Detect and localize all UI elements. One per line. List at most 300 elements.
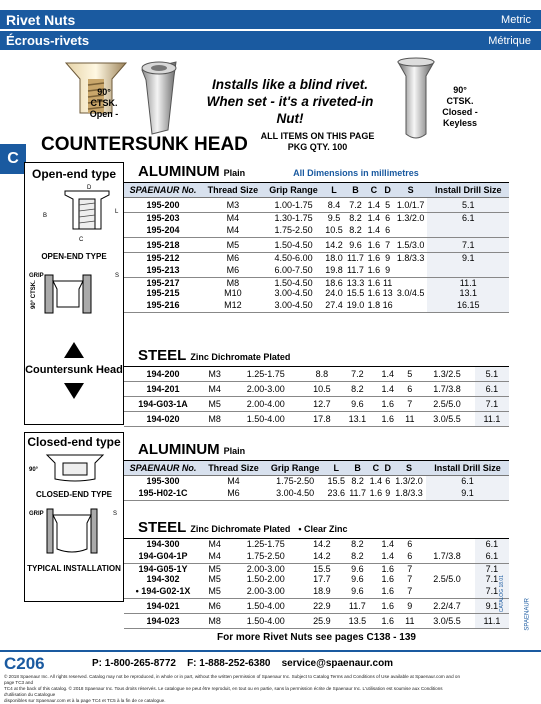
table-cell: 194-200	[124, 367, 202, 382]
table-cell: 19.8	[323, 263, 344, 278]
open-end-panel	[24, 162, 124, 425]
table-cell: 25.9	[304, 614, 339, 629]
system-label: Metric	[501, 14, 531, 26]
dim-b-label: B	[43, 213, 48, 219]
table-cell: 1.6	[367, 253, 381, 263]
table-cell: 13.1	[340, 412, 375, 427]
table-cell: 17.8	[304, 412, 339, 427]
caption-line: Keyless	[442, 118, 478, 128]
table-cell: 1.6	[375, 599, 400, 614]
table-cell: M5	[208, 564, 221, 574]
caption-line: 90°	[453, 85, 467, 95]
table-row[interactable]	[124, 412, 509, 427]
table-cell: 7.1	[427, 238, 509, 253]
cs-head-label: Countersunk Head	[25, 364, 123, 376]
table-cell: 15.5	[313, 564, 331, 574]
open-steel-section	[124, 347, 509, 427]
table-cell: 195-216	[124, 298, 202, 313]
table-cell: 1.50-4.00	[227, 599, 304, 614]
table-cell: 194-021	[124, 599, 202, 614]
table-cell	[394, 263, 428, 278]
section-title	[124, 519, 509, 539]
table-cell: 7.1	[475, 564, 509, 575]
table-cell: 18.9	[304, 584, 339, 599]
table-cell: 195-218	[124, 238, 202, 253]
page-number: C206	[4, 654, 45, 673]
column-header: S	[392, 461, 426, 476]
table-cell: 7	[407, 564, 413, 574]
table-cell: 195-212	[146, 253, 180, 263]
table-cell: 18.6	[325, 278, 343, 288]
svg-text:L: L	[115, 209, 119, 215]
table-cell: 9.6	[340, 584, 375, 599]
banner-line1: Installs like a blind rivet.	[211, 77, 369, 92]
table-row[interactable]	[124, 198, 509, 213]
table-cell: 7.1	[475, 574, 509, 584]
table-cell: 3.0/5.5	[419, 614, 475, 629]
column-header: D	[382, 183, 394, 198]
table-cell: 1.50-4.50	[274, 278, 313, 288]
table-cell: 8.2	[340, 382, 375, 397]
material-name: ALUMINUM	[138, 163, 220, 180]
category-title-fr: Écrous-rivets	[6, 33, 90, 48]
table-cell: 1.7/3.8	[419, 382, 475, 397]
material-finish: Zinc Dichromate Plated	[190, 352, 291, 362]
table-cell	[419, 539, 475, 549]
table-cell: 7.2	[345, 198, 366, 213]
table-cell: M8	[202, 614, 227, 629]
column-header: B	[347, 461, 368, 476]
table-cell: M4	[202, 549, 227, 564]
table-cell: • 194-G02-1X	[124, 584, 202, 599]
table-cell: 1.6	[367, 288, 381, 298]
table-cell: M3	[202, 367, 227, 382]
table-cell: 194-G04-1P	[124, 549, 202, 564]
table-cell: 195-204	[124, 223, 202, 238]
table-cell: 195-203	[146, 213, 180, 223]
table-cell: 6	[382, 223, 394, 238]
caption-line: Open -	[89, 109, 119, 119]
table-cell: 1.25-1.75	[227, 367, 304, 382]
table-cell: 1.4	[375, 549, 400, 564]
table-cell: 9	[385, 253, 391, 263]
legal-text	[4, 674, 464, 704]
table-cell: 1.4	[369, 476, 383, 486]
table-cell	[427, 223, 509, 238]
table-cell: 6	[400, 549, 419, 564]
catalog-version: CATALOG 18.01	[499, 575, 505, 613]
table-cell: 27.4	[323, 298, 344, 313]
material-name: STEEL	[138, 519, 187, 536]
table-cell: 194-G03-1A	[124, 397, 202, 412]
table-cell: 5.1	[427, 198, 509, 213]
table-cell: 11.7	[340, 599, 375, 614]
side-brand: SPAENAUR	[525, 598, 531, 631]
column-header: C	[366, 183, 381, 198]
table-cell: 8.2	[351, 539, 364, 549]
table-cell: M5	[208, 574, 221, 584]
fax-number: F: 1-888-252-6380	[187, 658, 271, 669]
table-cell: 194-302	[146, 574, 180, 584]
table-cell: 17.7	[313, 574, 331, 584]
table-row[interactable]	[124, 288, 509, 298]
table-row[interactable]	[124, 223, 509, 238]
table-cell: 195-200	[124, 198, 202, 213]
open-end-type-label: OPEN-END TYPE	[41, 252, 107, 261]
svg-text:90°: 90°	[29, 467, 39, 473]
section-title	[124, 347, 509, 367]
table-cell: 13.5	[340, 614, 375, 629]
table-cell: 1.6	[381, 564, 394, 574]
table-cell: 22.9	[304, 599, 339, 614]
table-cell: 1.6	[366, 238, 381, 253]
arrow-up-icon	[64, 342, 84, 358]
table-cell: 13.1	[427, 288, 509, 298]
table-cell: 1.6	[381, 574, 394, 584]
banner	[192, 76, 388, 127]
system-label-fr: Métrique	[488, 35, 531, 47]
table-cell: M6	[202, 486, 265, 501]
table-cell: 195-217	[146, 278, 180, 288]
closed-caption	[438, 85, 482, 129]
table-cell: 9.6	[351, 574, 364, 584]
category-title: Rivet Nuts	[6, 12, 76, 28]
closed-steel-section	[124, 519, 509, 629]
table-cell: 7	[382, 238, 394, 253]
table-cell: 2.00-4.00	[227, 397, 304, 412]
table-cell: 1.3/2.0	[396, 213, 425, 223]
table-cell: M4	[202, 382, 227, 397]
table-cell: 11	[382, 278, 393, 288]
table-cell: M10	[224, 288, 242, 298]
table-cell: 1.00-1.75	[264, 198, 323, 213]
table-cell: 1.6	[367, 278, 381, 288]
caption-line: CTSK.	[446, 96, 474, 106]
svg-text:S: S	[113, 511, 118, 517]
table-cell: 9.6	[351, 564, 364, 574]
table-cell: 2.5/5.0	[419, 397, 475, 412]
open-end-title: Open-end type	[31, 167, 116, 181]
column-header: Grip Range	[265, 461, 325, 476]
table-cell: 5	[382, 198, 394, 213]
table-cell: M12	[202, 298, 264, 313]
table-cell: 195-215	[146, 288, 180, 298]
table-cell: M3	[202, 198, 264, 213]
open-end-install-diagram	[25, 267, 125, 317]
column-header: SPAENAUR No.	[124, 461, 202, 476]
column-header: L	[325, 461, 347, 476]
footer	[0, 650, 541, 703]
table-cell: M5	[202, 238, 264, 253]
table-cell: 194-020	[124, 412, 202, 427]
table-cell: 9	[384, 486, 392, 501]
table-cell: 12.7	[304, 397, 339, 412]
column-header: B	[345, 183, 366, 198]
phone-number[interactable]: P: 1-800-265-8772	[92, 658, 176, 669]
material-name: ALUMINUM	[138, 441, 220, 458]
table-cell: 1.4	[366, 198, 381, 213]
table-cell: 16	[382, 298, 394, 313]
table-cell	[419, 584, 475, 599]
svg-text:D: D	[87, 185, 92, 191]
table-cell: 11.1	[475, 614, 509, 629]
table-row[interactable]	[124, 599, 509, 614]
table-cell: 7	[400, 397, 419, 412]
table-row[interactable]	[124, 574, 509, 584]
open-aluminum-section	[124, 163, 509, 313]
notes-line2: PKG QTY. 100	[287, 142, 348, 152]
table-cell: 1.30-1.75	[274, 213, 313, 223]
table-cell: 6	[385, 213, 391, 223]
table-cell: 194-300	[146, 539, 180, 549]
table-cell: M5	[202, 397, 227, 412]
table-cell: 1.3/2.5	[419, 367, 475, 382]
table-cell: 11.1	[475, 412, 509, 427]
table-cell: M4	[208, 539, 221, 549]
table-cell	[394, 298, 428, 313]
table-row[interactable]	[124, 278, 509, 289]
table-cell: 194-023	[124, 614, 202, 629]
table-cell: 195-H02-1C	[124, 486, 202, 501]
table-cell: 10.5	[304, 382, 339, 397]
table-row[interactable]	[124, 397, 509, 412]
table-cell: 3.00-4.50	[274, 288, 313, 298]
table-cell: 5.1	[475, 367, 509, 382]
package-notes	[245, 131, 390, 153]
email-link[interactable]: service@spaenaur.com	[281, 658, 394, 669]
header-band	[0, 10, 541, 29]
table-cell: 18.0	[325, 253, 343, 263]
table-row[interactable]	[124, 263, 509, 278]
table-cell: 1.4	[375, 382, 400, 397]
table-cell: 11.7	[347, 253, 364, 263]
table-row[interactable]	[124, 539, 509, 549]
page-title: COUNTERSUNK HEAD	[41, 134, 248, 155]
table-cell: 1.6	[375, 412, 400, 427]
table-cell: 19.0	[345, 298, 366, 313]
table-cell: 1.5/3.0	[394, 238, 428, 253]
table-cell: 4.50-6.00	[274, 253, 313, 263]
typical-install-label: TYPICAL INSTALLATION	[27, 564, 121, 573]
header-band-fr	[0, 31, 541, 50]
table-cell: 7.1	[475, 584, 509, 599]
table-cell: 14.2	[313, 539, 331, 549]
svg-text:S: S	[115, 273, 120, 279]
table-cell: 8.8	[304, 367, 339, 382]
column-header: SPAENAUR No.	[124, 183, 202, 198]
table-cell: 6.00-7.50	[264, 263, 323, 278]
table-cell: 3.0/5.5	[419, 412, 475, 427]
table-cell: 6	[400, 382, 419, 397]
column-header: Install Drill Size	[426, 461, 509, 476]
section-tab[interactable]: C	[0, 144, 26, 174]
table-cell: 8.2	[349, 213, 362, 223]
caption-line: CTSK.	[90, 98, 118, 108]
table-row[interactable]	[124, 549, 509, 564]
closed-aluminum-section	[124, 441, 509, 501]
table-row[interactable]	[124, 476, 509, 487]
table-cell: 1.75-2.50	[264, 223, 323, 238]
closed-end-type-label: CLOSED-END TYPE	[35, 490, 112, 499]
table-cell: 1.8/3.3	[396, 253, 425, 263]
table-cell	[394, 278, 428, 289]
table-cell: 194-G05-1Y	[138, 564, 188, 574]
table-cell: 1.6	[375, 614, 400, 629]
table-cell: 1.50-2.00	[246, 574, 285, 584]
table-row[interactable]	[124, 367, 509, 382]
open-end-rivet-nut-image	[134, 58, 184, 138]
table-row[interactable]	[124, 486, 509, 501]
table-cell: 3.00-4.50	[265, 486, 325, 501]
table-cell: 16.15	[427, 298, 509, 313]
open-steel-table	[124, 367, 509, 427]
table-cell: 15.5	[346, 288, 365, 298]
column-header: C	[368, 461, 384, 476]
table-row[interactable]	[124, 382, 509, 397]
table-cell: 8.2	[345, 223, 366, 238]
caption-line: Closed -	[442, 107, 478, 117]
table-row[interactable]	[124, 584, 509, 599]
closed-aluminum-table	[124, 461, 509, 501]
material-finish: Plain	[223, 168, 246, 178]
table-cell: 1.4	[366, 223, 381, 238]
table-cell: 11	[400, 412, 419, 427]
column-header: S	[394, 183, 428, 198]
table-cell: 13.3	[346, 278, 365, 288]
table-cell: 7	[407, 574, 413, 584]
dimensions-note: All Dimensions in millimetres	[293, 168, 419, 178]
table-cell	[427, 263, 509, 278]
table-cell: 1.8	[366, 298, 381, 313]
table-cell: 11	[400, 614, 419, 629]
table-cell: 11.7	[347, 486, 368, 501]
table-cell: 13	[382, 288, 393, 298]
table-cell: 10.5	[323, 223, 344, 238]
table-cell: 24.0	[325, 288, 343, 298]
material-finish: Plain	[223, 446, 246, 456]
table-cell: 8.2	[340, 549, 375, 564]
table-cell: 1.6	[366, 263, 381, 278]
table-row[interactable]	[124, 564, 509, 575]
table-cell: 1.6	[375, 584, 400, 599]
table-cell: 195-300	[146, 476, 180, 486]
table-cell: 23.6	[325, 486, 347, 501]
column-header: L	[323, 183, 344, 198]
table-cell: 1.50-4.00	[227, 614, 304, 629]
table-cell: 1.4	[381, 539, 394, 549]
table-row[interactable]	[124, 298, 509, 313]
open-end-diagram	[25, 185, 125, 245]
table-header-row	[124, 183, 509, 198]
table-cell: 6.1	[475, 382, 509, 397]
table-cell: M6	[202, 599, 227, 614]
table-cell: 1.8/3.3	[392, 486, 426, 501]
table-cell: 7	[400, 584, 419, 599]
table-cell: 7.1	[475, 397, 509, 412]
table-cell: 194-201	[124, 382, 202, 397]
table-row[interactable]	[124, 213, 509, 224]
table-cell: 1.25-1.75	[246, 539, 285, 549]
table-cell: 1.50-4.00	[227, 412, 304, 427]
column-header: Thread Size	[202, 183, 264, 198]
material-name: STEEL	[138, 347, 187, 364]
open-aluminum-table	[124, 183, 509, 313]
table-cell: 3.00-4.50	[264, 298, 323, 313]
table-cell: 9.6	[340, 397, 375, 412]
table-cell: 2.2/4.7	[419, 599, 475, 614]
table-cell: M4	[202, 223, 264, 238]
table-cell: 1.50-4.50	[264, 238, 323, 253]
closed-end-title: Closed-end type	[27, 435, 121, 449]
more-pages-link[interactable]: For more Rivet Nuts see pages C138 - 139	[217, 632, 416, 643]
section-title	[124, 441, 509, 461]
table-cell: 1.6	[375, 397, 400, 412]
table-cell: 1.6	[368, 486, 384, 501]
material-finish: Zinc Dichromate Plated	[190, 524, 291, 534]
open-caption	[84, 87, 124, 120]
table-row[interactable]	[124, 238, 509, 253]
table-cell: 14.2	[323, 238, 344, 253]
table-row[interactable]	[124, 614, 509, 629]
table-cell: M8	[226, 278, 240, 288]
svg-text:GRIP: GRIP	[29, 511, 44, 517]
clear-zinc-note: • Clear Zinc	[298, 524, 348, 534]
table-cell: 11.1	[427, 278, 509, 289]
table-cell: 8.2	[351, 476, 364, 486]
legal-line: disponibles sur Spaenaur.com et à la page TC4 et TC5 à la fin de ce catalogue.	[4, 698, 166, 703]
caption-line: 90°	[97, 87, 111, 97]
table-cell: 9	[382, 263, 394, 278]
table-cell: 9.1	[475, 599, 509, 614]
table-cell: 1.0/1.7	[394, 198, 428, 213]
table-cell: 2.00-3.00	[246, 564, 285, 574]
table-row[interactable]	[124, 253, 509, 264]
closed-steel-table	[124, 539, 509, 629]
table-cell: 1.75-2.50	[227, 549, 304, 564]
arrow-down-icon	[64, 383, 84, 399]
table-cell: 6.1	[475, 539, 509, 549]
table-cell: 3.0/4.5	[396, 288, 425, 298]
notes-line1: ALL ITEMS ON THIS PAGE	[260, 131, 375, 141]
table-cell	[419, 564, 475, 575]
column-header: Thread Size	[202, 461, 265, 476]
table-cell: M4	[226, 213, 240, 223]
table-cell: 2.00-3.00	[227, 382, 304, 397]
table-cell: M6	[226, 253, 240, 263]
closed-end-install-diagram	[25, 501, 125, 559]
table-cell: 9.1	[427, 253, 509, 264]
table-cell: 5	[400, 367, 419, 382]
table-header-row	[124, 461, 509, 476]
closed-end-panel	[24, 432, 124, 602]
table-cell: 8.4	[323, 198, 344, 213]
column-header: Grip Range	[264, 183, 323, 198]
table-cell: 195-213	[124, 263, 202, 278]
table-cell: M8	[202, 412, 227, 427]
table-cell: 6.1	[475, 549, 509, 564]
closed-end-diagram	[25, 449, 125, 485]
table-cell: 6	[385, 476, 391, 486]
contact-line	[92, 658, 393, 669]
table-cell: 1.7/3.8	[419, 549, 475, 564]
table-cell: 1.3/2.0	[395, 476, 423, 486]
column-header: D	[384, 461, 392, 476]
table-cell: 11.7	[345, 263, 366, 278]
table-cell: 6	[407, 539, 413, 549]
closed-end-rivet-nut-image	[396, 56, 436, 144]
table-cell: M4	[227, 476, 240, 486]
legal-line: TC4 at the back of this catalog. © 2018 Spaenaur Inc. Tous droits réservés. Le catalogue ne peut être reproduit, en tout ou en partie, sans la permission écrite de Spaenaur Inc. L'utilisation est soumise aux Conditions d'utilisation du Catalogue	[4, 686, 443, 697]
